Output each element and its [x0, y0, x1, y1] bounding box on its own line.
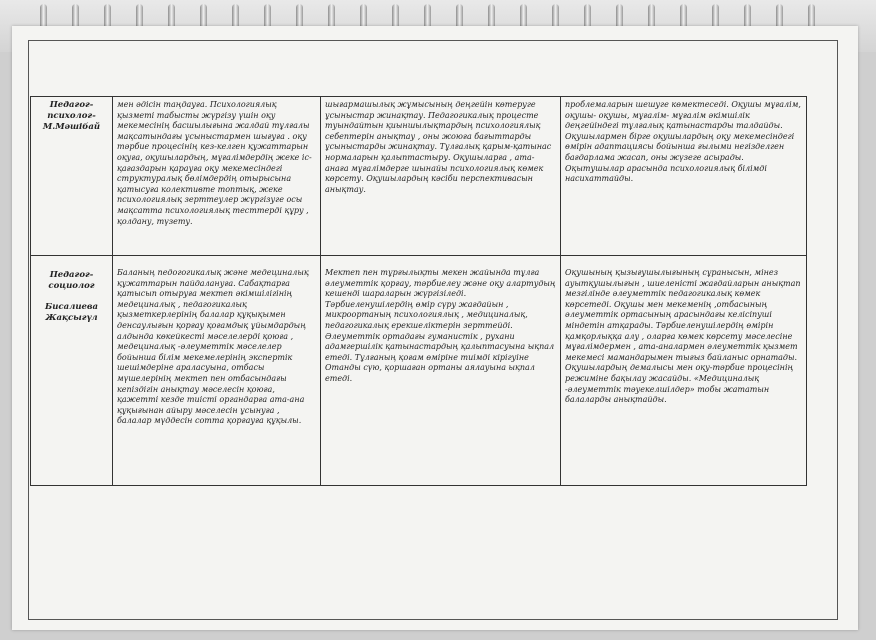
- staff-name-cell: [31, 256, 113, 486]
- staff-role: Педагог-психолог-: [47, 100, 96, 121]
- document-page: [12, 26, 858, 630]
- rights-cell: Баланың педогогикалық және медециналық құжаттарын пайдалануға. Сабақтарға қатысып отыруға мектеп әкімшілігінің медециналық , педагогикалық қызметкерлерінің балалар құқықымен денсаулығын қорғау қоғамдық ұйымдардың алдында көкейкесті мәселелерді қоюға , медециналық -әлеуметтік мәселелер бойынша білім мекемелерінің экспертік шешімдеріне араласуына, отбасы мүшелерінің мектеп пен отбасындағы кепіздігін анықтау мәселесін қоюға, қажетті кезде тиісті органдарға ата-ана құқығынан айыру мәселесін ұсынуға , балалар мүддесін сотта қорғауға құқылы.: [113, 256, 321, 486]
- functions-cell: проблемаларын шешуге көмектеседі. Оқушы мұғалім, оқушы- оқушы, мұғалім- мұғалім әкімшілік деңгейіндегі тұлғалық қатынастарды талдайды. Оқушылармен бірге оқушылардың оқу мекемесіндегі өмірін адаптациясы бойынша ғылыми негізделген бағдарлама жасап, оны жүзеге асырады. Оқытушылар арасында психологиялық білімді насихаттайды.: [561, 97, 807, 256]
- staff-name-cell: [31, 97, 113, 256]
- staff-role: Педагог-социолог: [48, 270, 95, 291]
- duties-cell: шығармашылық жұмысының деңгейін көтеруге ұсыныстар жинақтау. Педагогикалық процесте туындайтын қиыншылықтардың психологиялық себептерін анықтау , оны жоюға бағыттарды ұсыныстарды жинақтау. Тұлғалық қарым-қатынас нормаларын қалыптастыру. Оқушыларға , ата-анаға мұғалімдерге шынайы психологиялық көмек көрсету. Оқушылардың кәсіби перспективасын анықтау.: [321, 97, 561, 256]
- table-row: [31, 256, 807, 486]
- rights-cell: мен әдісін таңдауға. Психологиялық қызметі табысты жүргізу үшін оқу мекемесінің басшылығына жалдай тұлғалы мақсатындағы ұсыныстармен шығуға . оқу тәрбие процесінің кез-келген құжаттарын оқуға, оқушылардың, мұғалімдердің жеке іс-қағаздарын қарауға оқу мекемесіндегі структуралық бөлімдердің отырысына қатысуға колективте топтық, жеке психологиялық зерттеулер жүргізуге осы мақсатта психологиялық тесттерді құру , қолдану, түзету.: [113, 97, 321, 256]
- duties-cell: Мектеп пен тұрғылықты мекен жайында тұлға әлеуметтік қорғау, тәрбиелеу және оқу алартудың кешенді шараларын жүргізіледі. Тәрбиеленушілердің өмір сүру жағдайын , микроортаның психологиялық , медициналық, педагогикалық ерекшеліктерін зерттейді. Әлеуметтік ортадағы гуманистік , рухани адамгершілік қатынастардың қалыптасуына ықпал етеді. Тұлғаның қоғам өміріне тиімді кірігуіне Отанды сүю, қоршаған ортаны аялауына ықпал етеді.: [321, 256, 561, 486]
- staff-person: М.Мәшібай: [42, 122, 101, 132]
- duties-table: [30, 96, 807, 486]
- staff-person: Бисалиева Жақсыгүл: [44, 302, 99, 323]
- functions-cell: Оқушының қызығушылығының сұранысын, мінез ауытқушылығын , шиеленісті жағдайларын анықтап мезгілінде әлеуметтік педагогикалық көмек көрсетеді. Оқушы мен мекеменің ,отбасының әлеуметтік ортасының арасындағы келісіпуші міндетін атқарады. Тәрбиеленушілердің өмірін қамқорлыққа алу , оларға көмек көрсету мәселесіне мұғалімдермен , ата-аналармен әлеуметтік қызмет мекемесі мамандарымен тығыз байланыс орнатады. Оқушылардың демалысы мен оқу-тәрбие процесінің режиміне бақылау жасайды. «Медициналық -әлеуметтік тәуекелшілдер» тобы жататын балаларды анықтайды.: [561, 256, 807, 486]
- table-row: [31, 97, 807, 256]
